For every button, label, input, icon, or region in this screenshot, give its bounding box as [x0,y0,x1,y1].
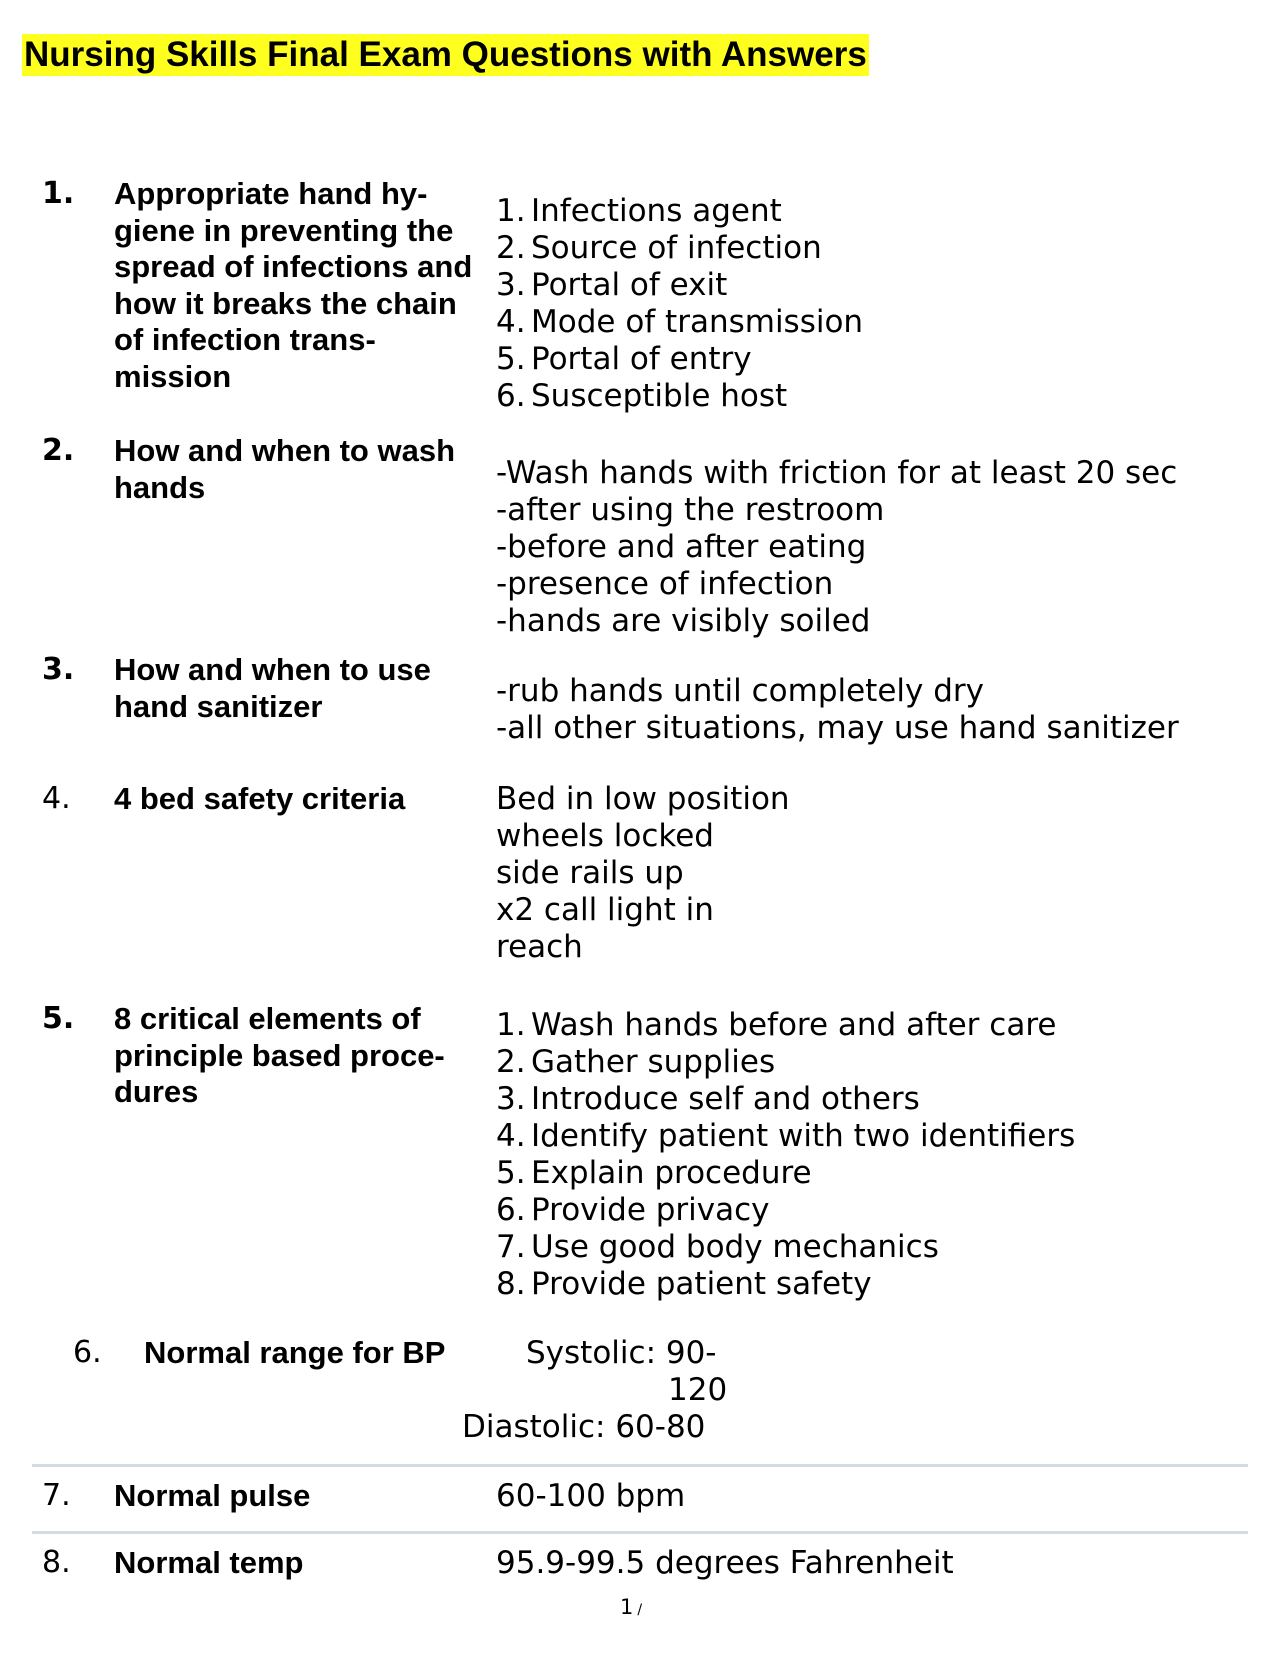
list-text: Identify patient with two identifiers [531,1118,1076,1154]
list-number: 3. [496,1081,526,1117]
list-text: Gather supplies [531,1044,776,1080]
question-text: How and when to use hand sanitizer [114,652,431,724]
question-text: Appropriate hand hy- giene in preventing the spread of infections and how it breaks the chain of infection trans- mission [114,176,473,394]
list-item [496,1229,1075,1266]
list-text: Provide privacy [531,1192,770,1228]
list-item [496,1118,1075,1155]
question-number: 7. [42,1478,71,1513]
list-text: Introduce self and others [531,1081,920,1117]
page-title: Nursing Skills Final Exam Questions with Answers [24,35,867,74]
list-item: -all other situations, may use hand sanitizer [496,710,1179,746]
answer-list [496,1007,1075,1303]
list-number: 2. [496,230,526,266]
answer-line: 120 [668,1372,728,1408]
list-text: Portal of exit [531,267,728,303]
question-number: 8. [42,1545,71,1580]
question-text: Normal range for BP [144,1335,446,1370]
list-text: Use good body mechanics [531,1229,939,1265]
list-item: -presence of infection [496,566,834,602]
list-item [496,1044,1075,1081]
row-divider [32,1464,1248,1467]
answer-list [496,781,790,966]
list-number: 8. [496,1266,526,1302]
list-text: Provide patient safety [531,1266,872,1302]
answer-list [496,193,863,415]
question-text: How and when to wash hands [114,433,456,505]
question-text: Normal pulse [114,1478,311,1513]
list-item: -hands are visibly soiled [496,603,871,639]
list-item: reach [496,929,583,965]
list-item [496,1081,1075,1118]
list-item [496,1007,1075,1044]
list-item: -rub hands until completely dry [496,673,984,709]
list-text: Explain procedure [531,1155,812,1191]
list-number: 4. [496,304,526,340]
question-number: 3. [42,652,75,687]
question-text: 4 bed safety criteria [114,781,406,816]
list-number: 4. [496,1118,526,1154]
list-item [496,304,863,341]
list-item: side rails up [496,855,684,891]
list-number: 6. [496,378,526,414]
list-number: 3. [496,267,526,303]
list-item [496,193,863,230]
answer-list [496,455,1177,640]
list-item: -Wash hands with friction for at least 20 sec [496,455,1178,491]
list-text: Susceptible host [531,378,788,414]
question-number: 6. [73,1335,102,1370]
answer-line: Diastolic: 60-80 [462,1409,706,1445]
list-number: 7. [496,1229,526,1265]
list-number: 5. [496,341,526,377]
list-item: wheels locked [496,818,714,854]
question-number: 2. [42,433,75,468]
list-item: Bed in low position [496,781,790,817]
list-number: 5. [496,1155,526,1191]
list-item [496,1192,1075,1229]
answer-line: 95.9-99.5 degrees Fahrenheit [496,1545,954,1581]
list-item: -after using the restroom [496,492,885,528]
answer-list [496,673,1179,747]
list-item [496,1155,1075,1192]
question-number: 1. [42,176,75,211]
list-number: 2. [496,1044,526,1080]
list-number: 6. [496,1192,526,1228]
answer-line: 60-100 bpm [496,1478,686,1514]
list-item [496,378,863,415]
question-number: 5. [42,1001,75,1036]
list-item: x2 call light in [496,892,714,928]
list-item [496,230,863,267]
list-text: Infections agent [531,193,782,229]
row-divider [32,1531,1248,1534]
question-text: Normal temp [114,1545,304,1580]
list-number: 1. [496,193,526,229]
list-item [496,1266,1075,1303]
list-item [496,341,863,378]
page-number: 1 [620,1595,634,1619]
list-number: 1. [496,1007,526,1043]
list-text: Wash hands before and after care [531,1007,1057,1043]
page-footer [620,1595,642,1619]
list-item [496,267,863,304]
question-number: 4. [42,781,71,816]
answer-line: Systolic: 90- [526,1335,717,1371]
list-text: Mode of transmission [531,304,864,340]
list-text: Portal of entry [531,341,752,377]
page-separator: / [637,1602,643,1618]
question-text: 8 critical elements of principle based proce- dures [114,1001,445,1109]
list-item: -before and after eating [496,529,867,565]
list-text: Source of infection [531,230,822,266]
